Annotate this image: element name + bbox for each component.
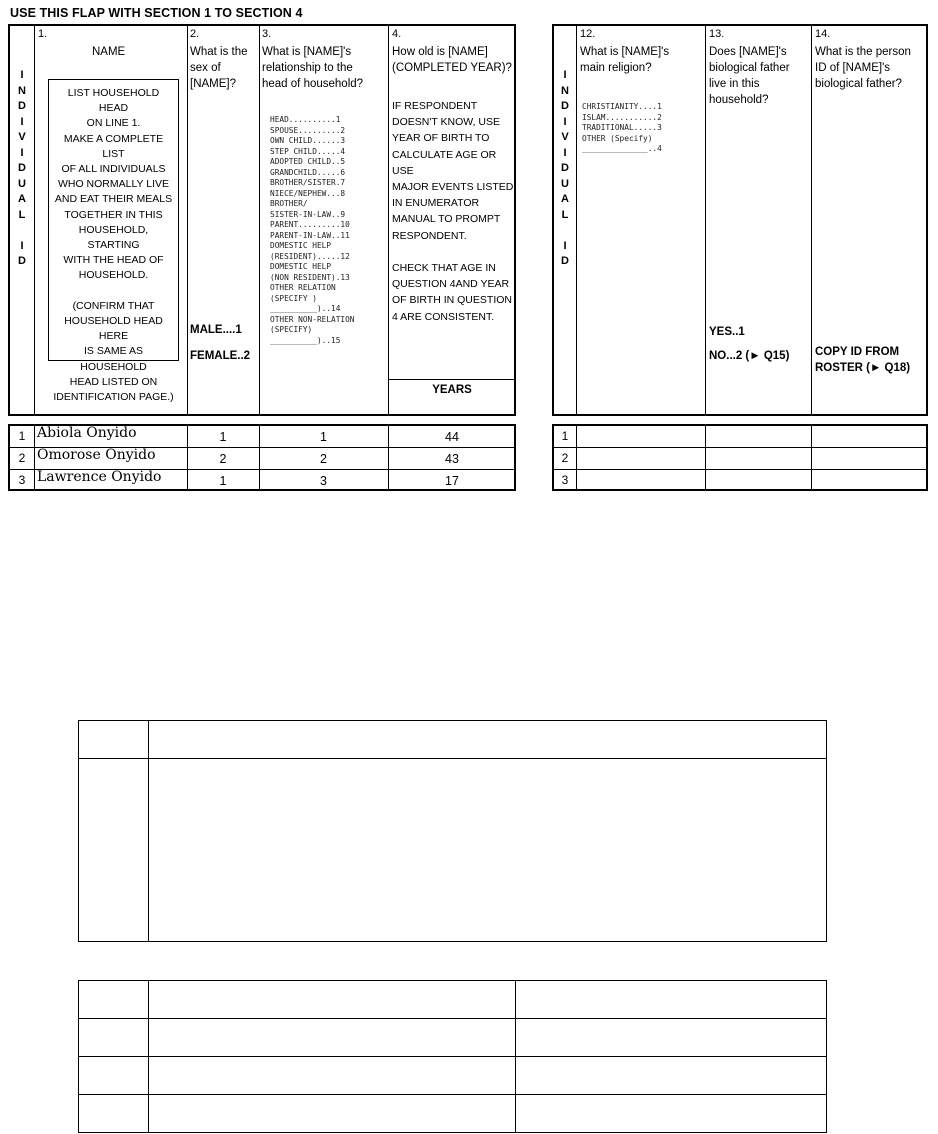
q14-line: What is the person <box>815 46 911 58</box>
left-data-table <box>8 424 516 491</box>
individual-id-letter: L <box>561 208 569 221</box>
q1-instruction-line: OF ALL INDIVIDUALS <box>61 163 166 176</box>
q1-instruction-line: HOUSEHOLD HEAD HERE <box>64 315 163 343</box>
individual-id-letter: U <box>561 177 569 190</box>
father-lives-cell[interactable] <box>706 470 810 489</box>
individual-id-letter: D <box>561 255 569 267</box>
q4-instruction-line: RESPONDENT. <box>392 229 467 242</box>
q1-instruction-line: TOGETHER IN THIS <box>64 208 163 221</box>
q1-instruction-line: WITH THE HEAD OF <box>63 254 164 267</box>
member-name[interactable]: Lawrence Onyido <box>37 469 162 485</box>
q2-line: What is the <box>190 46 248 58</box>
right-data-table <box>552 424 928 491</box>
q3-number: 3. <box>262 28 272 40</box>
religion-cell[interactable] <box>577 448 704 468</box>
q4-instruction-line: MAJOR EVENTS LISTED <box>392 181 514 194</box>
father-id-cell[interactable] <box>812 448 926 468</box>
q13-question <box>709 44 790 108</box>
individual-id-letter: V <box>18 131 26 143</box>
q1-instruction-line: ON LINE 1. <box>86 117 141 130</box>
q4-instruction-line: IN ENUMERATOR <box>392 197 480 210</box>
q13-code-yes: YES..1 <box>709 326 745 338</box>
q2-question <box>190 44 248 92</box>
individual-id-letter: L <box>18 208 26 221</box>
q3-line: head of household? <box>262 78 364 90</box>
q1-instruction-box <box>48 79 179 404</box>
father-lives-cell[interactable] <box>706 426 810 446</box>
q14-instruction-line: ROSTER (► Q18) <box>815 362 911 374</box>
row-id: 2 <box>561 451 569 465</box>
q4-instruction-line: CALCULATE AGE OR USE <box>392 148 497 177</box>
q12-line: main religion? <box>580 62 652 74</box>
q14-question <box>815 44 911 92</box>
age-value[interactable]: 17 <box>445 474 459 488</box>
individual-id-letter: I <box>563 146 567 159</box>
individual-id-label <box>11 68 33 270</box>
individual-id-letter: D <box>18 162 26 174</box>
individual-id-letter: A <box>18 193 26 205</box>
q4-instruction-line: 4 ARE CONSISTENT. <box>392 310 495 323</box>
left-header-table <box>8 24 516 416</box>
q3-line: What is [NAME]'s <box>262 46 352 58</box>
q12-code-list: CHRISTIANITY....1 ISLAM...........2 TRADITIONAL.....3 OTHER (Specify) ______________..4 <box>582 102 662 153</box>
q1-number: 1. <box>38 28 48 40</box>
q4-unit-years: YEARS <box>432 384 472 396</box>
row-id: 2 <box>18 451 26 465</box>
q4-instruction-line: CHECK THAT AGE IN <box>392 262 496 275</box>
sex-value[interactable]: 2 <box>219 452 227 466</box>
q13-line: live in this <box>709 78 760 90</box>
father-lives-cell[interactable] <box>706 448 810 468</box>
q4-instruction-line <box>392 244 514 260</box>
member-name[interactable]: Abiola Onyido <box>37 425 137 441</box>
individual-id-letter: D <box>561 162 569 174</box>
individual-id-letter: D <box>18 255 26 267</box>
q1-instruction-line: AND EAT THEIR MEALS <box>54 193 173 206</box>
relationship-value[interactable]: 1 <box>320 430 327 444</box>
relationship-value[interactable]: 2 <box>320 452 327 466</box>
member-name[interactable]: Omorose Onyido <box>37 447 156 463</box>
individual-id-letter: I <box>563 239 567 252</box>
q4-instruction-line: DOESN'T KNOW, USE <box>392 116 500 129</box>
q4-number: 4. <box>392 28 402 40</box>
sex-value[interactable]: 1 <box>219 474 227 488</box>
q4-instruction-line: YEAR OF BIRTH TO <box>392 132 490 145</box>
flap-label: USE THIS FLAP WITH SECTION 1 TO SECTION 4 <box>10 6 303 20</box>
individual-id-letter: N <box>18 84 26 97</box>
empty-table-a <box>78 720 827 942</box>
q1-instruction-line: IDENTIFICATION PAGE.) <box>53 391 174 404</box>
q13-line: biological father <box>709 62 790 74</box>
q1-instruction-line: IS SAME AS HOUSEHOLD <box>80 345 147 373</box>
individual-id-letter: I <box>20 69 24 81</box>
q4-instruction-line: OF BIRTH IN QUESTION <box>392 294 512 307</box>
q2-code-male: MALE....1 <box>190 324 242 336</box>
age-value[interactable]: 43 <box>445 452 459 466</box>
row-id: 3 <box>561 473 569 487</box>
q1-instruction-line: HEAD LISTED ON <box>69 375 158 388</box>
individual-id-letter: V <box>561 131 569 143</box>
q4-line: (COMPLETED YEAR)? <box>392 62 512 74</box>
row-id: 1 <box>18 429 26 443</box>
q14-instructions <box>815 344 910 376</box>
individual-id-letter: N <box>561 84 569 97</box>
q12-question <box>580 44 669 76</box>
q1-instruction-line: HOUSEHOLD. <box>78 269 149 282</box>
q4-instructions <box>392 98 514 325</box>
empty-cell[interactable] <box>150 760 824 939</box>
q1-instruction-line: LIST HOUSEHOLD HEAD <box>67 87 160 115</box>
q4-instruction-line: QUESTION 4AND YEAR <box>392 278 510 291</box>
q4-instruction-line: IF RESPONDENT <box>392 100 478 112</box>
individual-id-letter: D <box>561 100 569 112</box>
q1-instruction-line: WHO NORMALLY LIVE <box>57 178 170 191</box>
q4-question <box>392 44 512 76</box>
q1-instruction-line <box>52 284 175 299</box>
q1-instructions <box>52 86 175 405</box>
individual-id-letter: U <box>18 177 26 190</box>
q1-instruction-line: (CONFIRM THAT <box>72 299 155 312</box>
q2-line: sex of <box>190 62 221 74</box>
q2-number: 2. <box>190 28 200 40</box>
individual-id-letter: D <box>18 100 26 112</box>
q2-code-female: FEMALE..2 <box>190 350 251 362</box>
q4-instruction-line: MANUAL TO PROMPT <box>392 213 501 226</box>
row-id: 3 <box>18 473 26 487</box>
individual-id-letter: I <box>563 69 567 81</box>
sex-value[interactable]: 1 <box>219 430 227 444</box>
q3-line: relationship to the <box>262 62 353 74</box>
individual-id-letter <box>554 223 576 239</box>
individual-id-letter: A <box>561 193 569 205</box>
q14-line: biological father? <box>815 78 902 90</box>
father-id-cell[interactable] <box>812 470 926 489</box>
individual-id-letter: I <box>20 239 24 252</box>
q13-number: 13. <box>709 28 725 40</box>
q14-line: ID of [NAME]'s <box>815 62 891 74</box>
individual-id-label <box>554 68 576 270</box>
q12-number: 12. <box>580 28 596 40</box>
q1-instruction-line: MAKE A COMPLETE LIST <box>63 132 164 160</box>
q14-instruction-line: COPY ID FROM <box>815 346 900 358</box>
row-id: 1 <box>561 429 569 443</box>
religion-cell[interactable] <box>577 470 704 489</box>
q14-number: 14. <box>815 28 831 40</box>
individual-id-letter: I <box>563 115 567 128</box>
q13-code-no: NO...2 (► Q15) <box>709 350 790 362</box>
empty-table-b <box>78 980 827 1133</box>
q12-line: What is [NAME]'s <box>580 46 670 58</box>
right-header-table <box>552 24 928 416</box>
individual-id-letter: I <box>20 115 24 128</box>
relationship-value[interactable]: 3 <box>320 474 327 488</box>
q1-instruction-line: HOUSEHOLD, STARTING <box>78 223 149 252</box>
father-id-cell[interactable] <box>812 426 926 446</box>
q13-line: Does [NAME]'s <box>709 46 787 58</box>
q2-line: [NAME]? <box>190 78 237 90</box>
individual-id-letter: I <box>20 146 24 159</box>
q3-question <box>262 44 363 92</box>
q13-line: household? <box>709 94 769 106</box>
age-value[interactable]: 44 <box>445 430 459 444</box>
religion-cell[interactable] <box>577 426 704 446</box>
q1-title: NAME <box>92 46 126 58</box>
q4-line: How old is [NAME] <box>392 46 488 58</box>
q3-code-list: HEAD..........1 SPOUSE.........2 OWN CHILD......3 STEP CHILD.....4 ADOPTED CHILD..5 GRANDCHILD.....6 BROTHER/SISTER.7 NIECE/NEPHEW...8 BROTHER/ SISTER-IN-LAW..9 PARENT.........10 PARENT-IN-LAW..11 DOMESTIC HELP (RESIDENT).....12 DOMESTIC HELP (NON RESIDENT).13 OTHER RELATION (SPECIFY ) __________)..14 OTHER NON-RELATION (SPECIFY) __________)..15 <box>270 115 355 345</box>
individual-id-letter <box>11 223 33 239</box>
